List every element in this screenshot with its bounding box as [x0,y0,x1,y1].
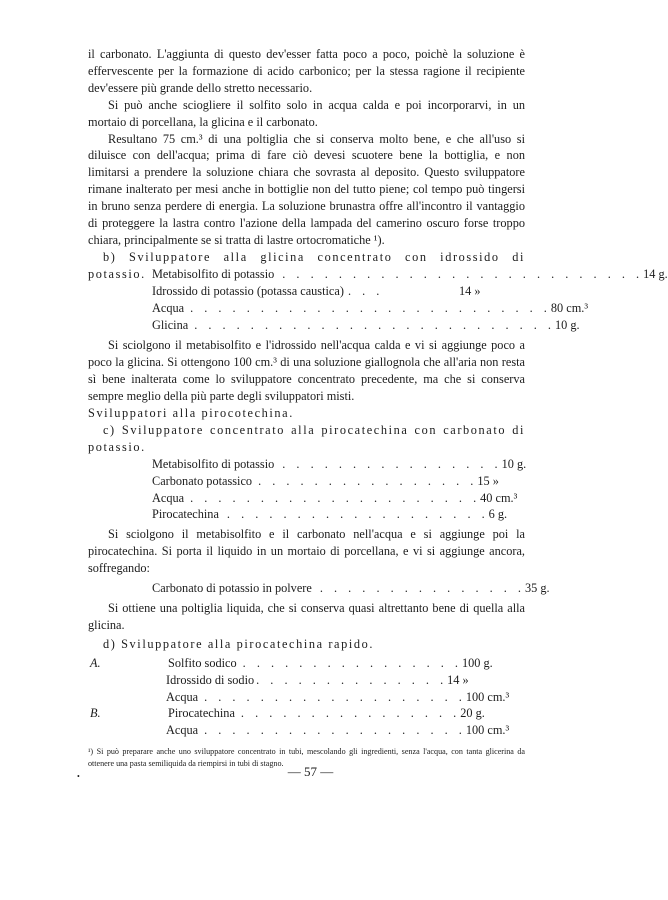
ingredient-name: Pirocatechina [152,507,219,522]
recipe-row [88,689,525,706]
recipe-row [88,672,525,689]
ingredient-name: Metabisolfito di potassio [152,456,275,471]
recipe-row [88,722,525,739]
recipe-row [88,283,525,300]
recipe-row [88,490,525,507]
ingredient-name: Carbonato potassico [152,473,253,488]
ingredient-amount: 10 g. [501,456,527,471]
ingredient-name: Carbonato di potassio in polvere [152,581,312,596]
ingredient-name: Acqua [152,300,185,315]
page-body [88,46,668,770]
section-heading-b: b) Sviluppatore alla glicina concentrato con idrossido di potassio. [88,249,525,281]
ingredient-name: Acqua [166,723,199,738]
leader-dots: . . . [347,283,384,298]
ingredient-amount: 10 g. [555,317,580,332]
paragraph: il carbonato. L'aggiunta di questo dev'esser fatta poco a poco, poichè la soluzione è effervescente per la formazione di acido carbonico; per la stessa ragione il recipiente dev'essere più grande dello stretto necessario. [88,47,525,95]
recipe-row [88,300,589,317]
leader-dots: . . . . . . . . . . . . . . . . [240,706,461,721]
leader-dots: . . . . . . . . . . . . . . . . . . . . . [190,490,481,505]
ingredient-amount: 20 g. [460,706,485,721]
recipe-c-rows [88,456,525,524]
paragraph: Si sciolgono il metabisolfito e il carbonato nell'acqua e si aggiunge poi la pirocatechina. Si porta il liquido in un mortaio di porcellana, e vi si aggiunge ancora, soffregando: [88,527,525,576]
page-number: — 57 — [287,764,334,779]
recipe-d-rows [88,655,525,740]
ingredient-amount: 100 cm.³ [465,723,510,738]
section-heading-pirocotechina: Sviluppatori alla pirocotechina. [88,406,294,421]
leader-dots: . . . . . . . . . . . . . . . . [258,473,478,488]
ingredient-amount: 14 » [459,283,481,298]
leader-dots: . . . . . . . . . . . . . . . . . . . [226,507,489,522]
section-heading-c: c) Sviluppatore concentrato alla pirocatechina con carbonato di potassio. [88,422,525,454]
paragraph: Si ottiene una poltiglia liquida, che si conserva quasi altrettanto bene di quella alla glicina. [88,601,525,632]
ingredient-amount: 35 g. [525,581,550,596]
recipe-b-rows [88,266,668,334]
ingredient-amount: 14 » [447,672,469,687]
recipe-part-label: B. [90,706,101,721]
ingredient-amount: 6 g. [488,507,508,522]
ingredient-amount: 15 » [477,473,499,488]
recipe-row [88,473,525,490]
recipe-row [88,317,580,334]
ingredient-amount: 100 cm.³ [465,689,510,704]
ingredient-name: Glicina [152,317,189,332]
ingredient-amount: 14 g. [643,266,668,281]
recipe-row [88,655,525,672]
ingredient-name: Metabisolfito di potassio [152,266,275,281]
leader-dots: . . . . . . . . . . . . . . . [319,581,525,596]
paragraph: Si sciolgono il metabisolfito e l'idrossido nell'acqua calda e vi si aggiunge poco a poco la glicina. Si ottengono 100 cm.³ di una soluzione giallognola che all'aria non resta sì bene inalterata come lo sviluppatore concentrato precedente, ma che si conserva sempre meglio della più parte degli sviluppatori misti. [88,338,525,404]
paragraph: Resultano 75 cm.³ di una poltiglia che si conserva molto bene, e che all'uso si diluisce con dell'acqua; prima di fare ciò devesi scuotere bene la bottiglia, e non limitarsi a prendere la soluzione chiara che sovrasta al deposito. Questo sviluppatore rimane inalterato per mesi anche in bottiglie non del tutto piene; col tempo può tingersi in bruno senza perdere di energia. La soluzione brunastra offre all'incontro il vantaggio di proteggere la lastra contro l'azione della lampada del camerino oscuro forse troppo chiara, principalmente se si tratta di lastre ortocromatiche ¹). [88,131,525,247]
leader-dots: . . . . . . . . . . . . . . [256,672,448,687]
recipe-part-label: A. [90,655,101,670]
ingredient-name: Acqua [166,689,199,704]
recipe-row [88,266,668,283]
ingredient-amount: 40 cm.³ [480,490,518,505]
footnote: ¹) Si può preparare anche uno sviluppatore concentrato in tubi, mescolando gli ingredienti, senza l'acqua, con tanta glicerina da ottenere una pasta semiliquida da riempirsi in tubi di stagno. [88,747,525,769]
leader-dots: . . . . . . . . . . . . . . . . . . . . . . . . . . [282,266,644,281]
ingredient-name: Acqua [152,490,185,505]
ingredient-name: Solfito sodico [168,655,237,670]
recipe-row [88,705,525,722]
recipe-row [88,456,525,473]
leader-dots: . . . . . . . . . . . . . . . . [242,655,462,670]
leader-dots: . . . . . . . . . . . . . . . . . . . [204,689,466,704]
leader-dots: . . . . . . . . . . . . . . . . . . . . . . . . . . [190,300,551,315]
recipe-row [88,506,525,523]
ingredient-name: Idrossido di sodio [166,672,255,687]
section-heading-d: d) Sviluppatore alla pirocatechina rapido. [103,636,375,651]
leader-dots: . . . . . . . . . . . . . . . . [282,456,502,471]
leader-dots: . . . . . . . . . . . . . . . . . . . [204,723,466,738]
ingredient-name: Pirocatechina [168,706,235,721]
ingredient-amount: 100 g. [461,655,493,670]
ingredient-amount: 80 cm.³ [550,300,589,315]
ingredient-name: Idrossido di potassio (potassa caustica) [152,283,344,298]
leader-dots: . . . . . . . . . . . . . . . . . . . . . . . . . . [194,317,555,332]
recipe-row [88,580,550,597]
paragraph: Si può anche sciogliere il solfito solo in acqua calda e poi incorporarvi, in un mortaio di porcellana, la glicina e il carbonato. [88,97,525,129]
margin-mark: • [77,772,80,781]
